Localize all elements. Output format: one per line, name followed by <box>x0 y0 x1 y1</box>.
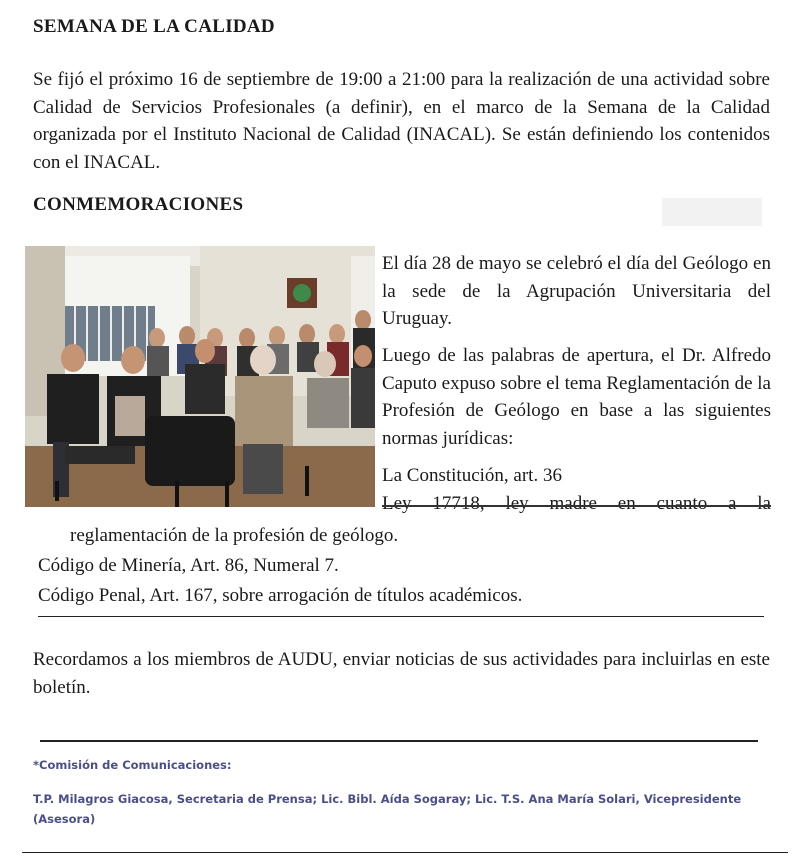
semana-paragraph: Se fijó el próximo 16 de septiembre de 19:00 a 21:00 para la realización de una actividad sobre Calidad de Servicios Profesionales (a definir), en el marco de la Semana de la Calidad organizada por el Instituto Nacional de Calidad (INACAL). Se están definiendo los contenidos con el INACAL. <box>33 69 770 173</box>
norm-item-1: La Constitución, art. 36 <box>382 465 562 486</box>
footer-divider <box>40 740 758 742</box>
footer-members: T.P. Milagros Giacosa, Secretaria de Prensa; Lic. Bibl. Aída Sogaray; Lic. T.S. Ana María Solari, Vicepresidente (Asesora) <box>33 792 742 826</box>
footer-label: *Comisión de Comunicaciones: <box>33 758 232 772</box>
norm-item-2-line-2: reglamentación de la profesión de geólogo. <box>70 525 399 546</box>
norm-item-2-line-1: Ley 17718, ley madre en cuanto a la <box>382 493 771 514</box>
norm-item-4: Código Penal, Art. 167, sobre arrogación de títulos académicos. <box>38 585 523 606</box>
conmemoraciones-paragraph-1: El día 28 de mayo se celebró el día del Geólogo en la sede de la Agrupación Universitaria del Uruguay. <box>382 253 771 329</box>
section-title-conmemoraciones: CONMEMORACIONES <box>33 194 244 215</box>
reminder-paragraph: Recordamos a los miembros de AUDU, enviar noticias de sus actividades para incluirlas en este boletín. <box>33 649 770 698</box>
conmemoraciones-paragraph-2: Luego de las palabras de apertura, el Dr. Alfredo Caputo expuso sobre el tema Reglamentación de la Profesión de Geólogo en base a las siguientes normas jurídicas: <box>382 345 771 449</box>
bottom-divider <box>22 852 788 853</box>
section-title-semana: SEMANA DE LA CALIDAD <box>33 16 275 37</box>
section-divider <box>38 616 764 617</box>
strikethrough-line <box>382 505 771 507</box>
norm-item-3: Código de Minería, Art. 86, Numeral 7. <box>38 555 339 576</box>
event-photo <box>25 246 375 507</box>
faded-watermark <box>662 198 762 226</box>
